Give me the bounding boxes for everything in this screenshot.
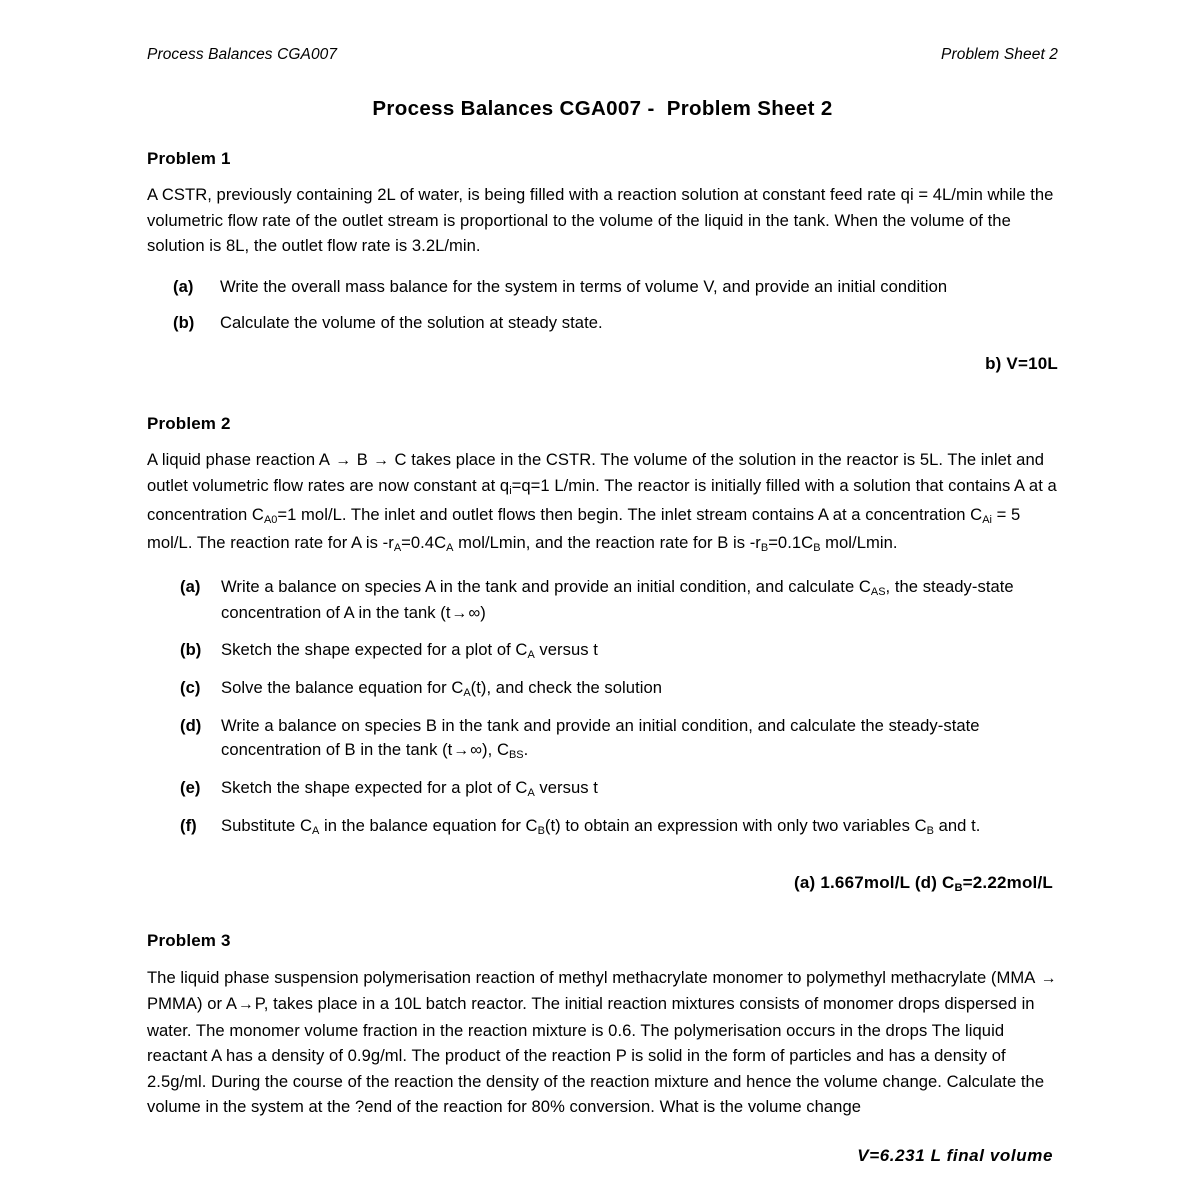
text-segment: . [523,739,529,759]
list-item [180,676,1058,702]
subscript-ai: Ai [982,513,992,526]
text-segment: versus t [534,639,598,659]
text-segment: Solve the balance equation for C [221,677,464,697]
problem1-heading: Problem 1 [147,149,231,168]
problem1-answer: b) V=10L [985,353,1058,373]
document-title: Process Balances CGA007 - Problem Sheet 2 [372,97,833,120]
list-item-marker: (c) [180,677,201,697]
text-segment: ∞), C [470,739,509,759]
subscript-b: B [926,824,934,837]
text-segment: and t. [933,815,981,835]
problem2-answer [147,873,1058,893]
subscript-b: B [954,881,963,894]
subscript-i: i [509,485,512,498]
list-item-marker: (a) [173,276,194,296]
list-item [180,638,1058,664]
list-item-text [221,814,1058,840]
text-segment: (a) 1.667mol/L (d) C [794,872,955,892]
problem2-body-seg3: C takes place in the CSTR. The volume of the solution in the reactor is 5L. The inlet and outlet volumetric flow rates are now constant at q [147,449,1044,495]
subscript-a: A [463,686,471,699]
text-segment: versus t [534,777,598,797]
list-item-marker: (b) [180,639,202,659]
list-item [173,275,1058,299]
subscript-as: AS [870,585,886,598]
text-segment: Write a balance on species A in the tank and provide an initial condition, and calculate C [221,576,871,596]
problem3-body-seg1: The liquid phase suspension polymerisation reaction of methyl methacrylate monomer to polymethyl methacrylate (MMA [147,967,1036,987]
subscript-a: A [446,542,454,555]
list-item [180,776,1058,802]
text-segment: =2.22mol/L [962,872,1053,892]
list-item-text: Write the overall mass balance for the system in terms of volume V, and provide an initial condition [220,276,948,296]
problem3-body-seg2: PMMA) or A [147,994,237,1013]
text-segment: Substitute C [221,815,312,835]
problem1-sub-list [173,275,1058,335]
problem3-heading: Problem 3 [147,930,231,950]
problem3-body-seg3: P, takes place in a 10L batch reactor. The initial reaction mixtures consists of monomer drops dispersed in water. The monomer volume fraction in the reaction mixture is 0.6. The polymerisation occurs in the drops The liquid reactant A has a density of 0.9g/ml. The product of the reaction P is solid in the form of particles and has a density of 2.5g/ml. During the course of the reaction the density of the reaction mixture and hence the volume change. Calculate the volume in the system at the ?end of the reaction for 80% conversion. What is the volume change [147,994,1045,1116]
subscript-b: B [760,542,769,555]
subscript-a: A [312,824,320,837]
list-item-text [221,575,1058,626]
list-item [180,714,1058,764]
list-item [180,814,1058,840]
list-item-text [221,714,1058,764]
subscript-a0: A0 [263,513,278,526]
subscript-a: A [527,786,535,799]
text-segment: ∞) [468,602,486,622]
list-item-marker: (f) [180,815,197,835]
list-item-marker: (e) [180,777,201,797]
running-header [147,46,1058,64]
running-header-right: Problem Sheet 2 [941,46,1058,63]
problem2-body-seg6: = 5 mol/L. The reaction rate for A is -r [147,504,1021,552]
problem2-body-seg7: =0.4C [401,533,447,552]
list-item-text: Calculate the volume of the solution at steady state. [220,312,603,332]
problem3-answer: V=6.231 L final volume [857,1145,1053,1165]
right-arrow-icon: → [453,741,470,759]
text-segment: (t), and check the solution [470,677,663,697]
text-segment: , the steady-state concentration of A in the tank (t [221,576,1014,622]
right-arrow-icon: → [368,451,394,469]
list-item-marker: (b) [173,312,195,332]
right-arrow-icon: → [331,451,356,469]
right-arrow-icon: → [1036,969,1057,987]
problem2-body-seg4: =q=1 L/min. The reactor is initially filled with a solution that contains A at a concentration C [147,476,1057,524]
text-segment: Write a balance on species B in the tank and provide an initial condition, and calculate the steady-state concentration of B in the tank (t [221,715,980,759]
problem2-body-seg2: B [356,449,368,469]
problem2-body-seg1: A liquid phase reaction A [147,449,330,469]
problem2-sub-list [180,575,1058,840]
problem2-body-seg5: =1 mol/L. The inlet and outlet flows then begin. The inlet stream contains A at a concentration C [277,504,983,524]
list-item [180,575,1058,626]
list-item-text [221,676,1058,702]
text-segment: (t) to obtain an expression with only two variables C [544,815,927,835]
subscript-b: B [537,824,545,837]
problem2-body-seg8: mol/Lmin, and the reaction rate for B is -r [453,533,761,552]
text-segment: Sketch the shape expected for a plot of C [221,777,528,797]
problem2-body-seg10: mol/Lmin. [820,533,898,552]
subscript-bs: BS [508,748,524,761]
list-item-marker: (a) [180,576,201,596]
list-item [173,311,1058,335]
subscript-a: A [527,648,535,661]
problem2-body [147,447,1058,559]
problem2-body-seg9: =0.1C [768,533,814,552]
problem1-body: A CSTR, previously containing 2L of water, is being filled with a reaction solution at constant feed rate qi = 4L/min while the volumetric flow rate of the outlet stream is proportional to the volume of the liquid in the tank. When the volume of the solution is 8L, the outlet flow rate is 3.2L/min. [147,185,1054,255]
list-item-text [221,638,1058,664]
problem3-body [147,965,1058,1120]
right-arrow-icon: → [237,996,254,1013]
right-arrow-icon: → [451,604,468,622]
running-header-left: Process Balances CGA007 [147,46,338,63]
text-segment: Sketch the shape expected for a plot of C [221,639,528,659]
list-item-marker: (d) [180,715,202,735]
problem2-heading: Problem 2 [147,413,231,433]
subscript-a: A [393,542,402,555]
list-item-text [221,776,1058,802]
subscript-b: B [813,542,821,555]
text-segment: in the balance equation for C [319,815,538,835]
